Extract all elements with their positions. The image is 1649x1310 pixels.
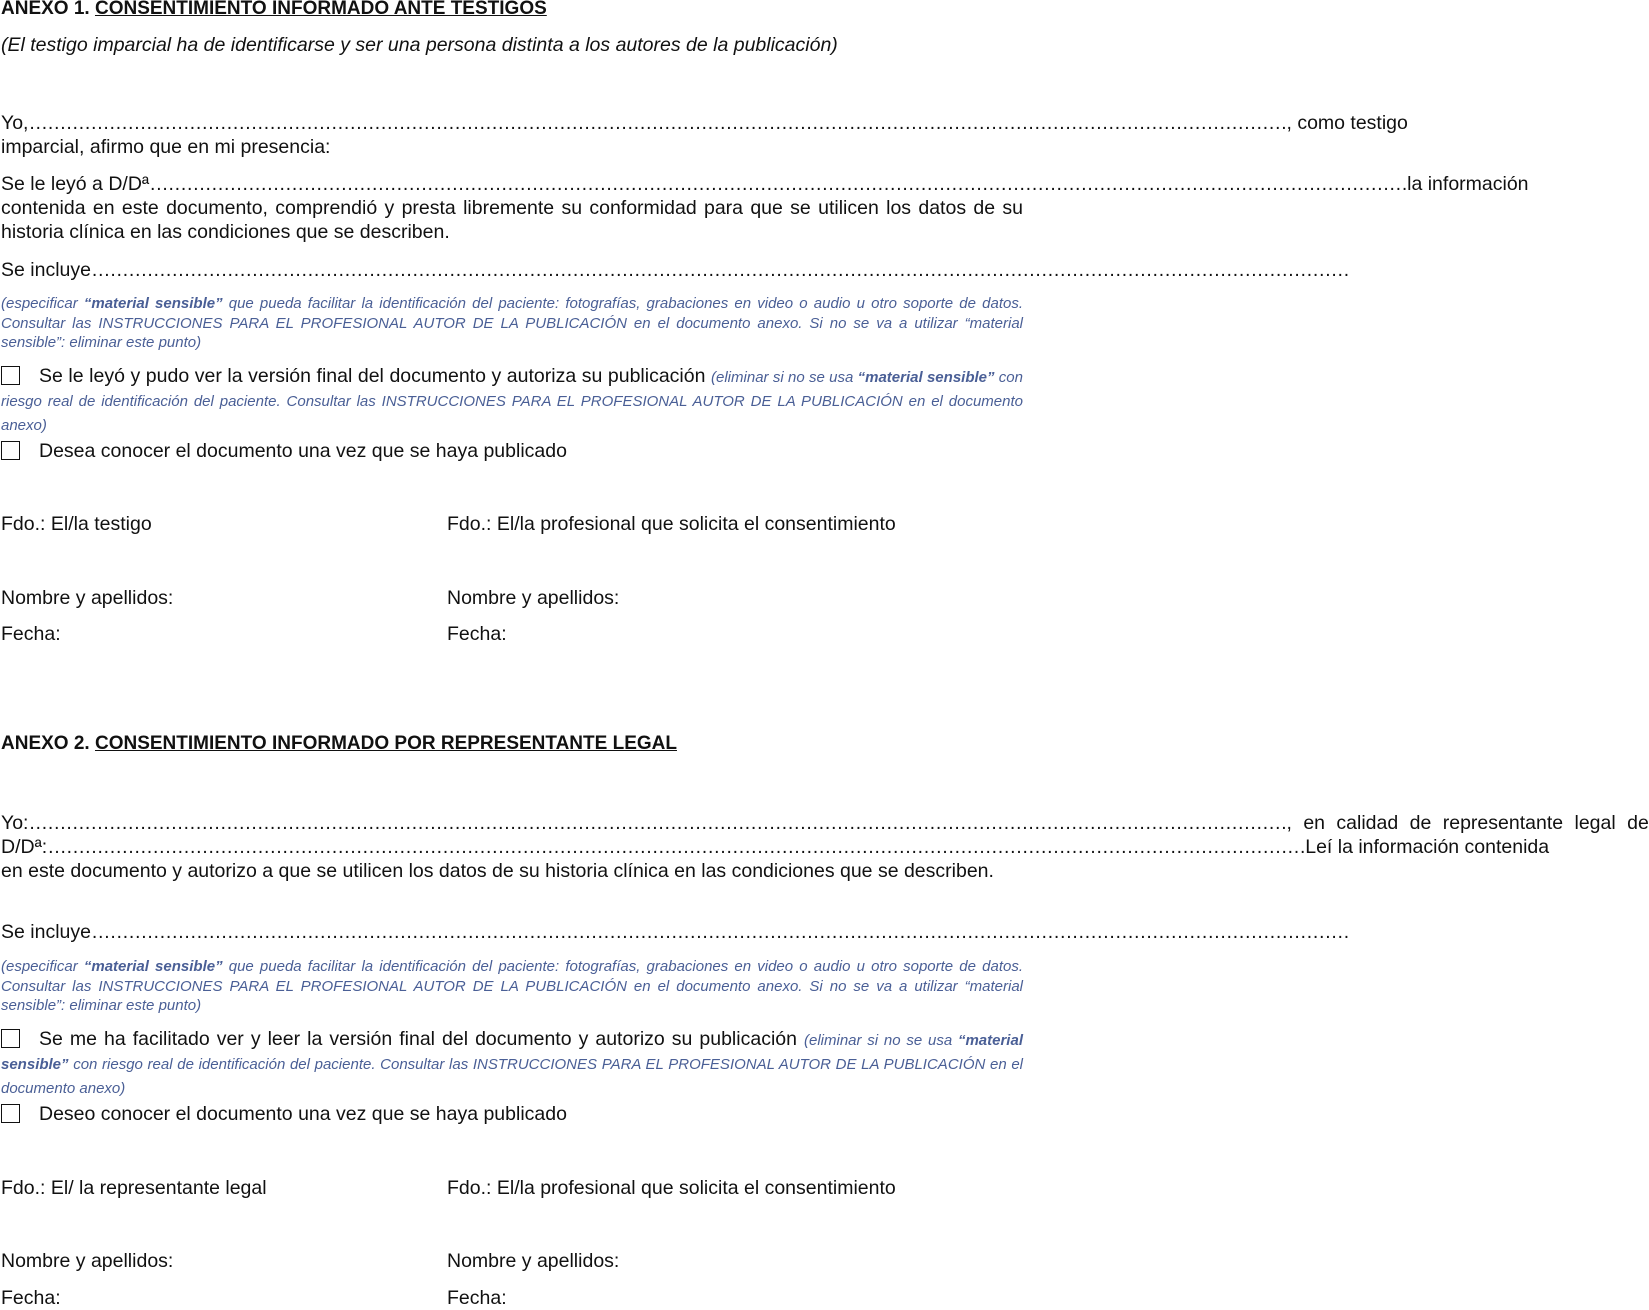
witness-name-field[interactable]: ……………………………………………………………………………………………………………………………………………………………………………………	[28, 112, 1287, 134]
annex2-date-row	[1, 1286, 1023, 1310]
annex2-representative-paragraph	[1, 811, 1649, 883]
annex1-signature-row	[1, 512, 1023, 536]
annex1-read-paragraph	[1, 172, 1529, 244]
note-bold: “material sensible”	[83, 958, 223, 975]
read-prefix: Se le leyó a D/Dª	[1, 173, 150, 195]
d-suffix: Leí la información contenida	[1305, 836, 1550, 858]
note-text: (eliminar si no se usa	[711, 369, 858, 386]
note-bold: “material sensible”	[1, 1032, 1023, 1073]
name-label-right: Nombre y apellidos:	[447, 587, 620, 609]
yo-label: Yo:	[1, 812, 29, 834]
annex1-checkbox-authorize	[1, 364, 1023, 436]
annex1-title-text: CONSENTIMIENTO INFORMADO ANTE TESTIGOS	[94, 0, 547, 19]
annex1-title	[1, 0, 1023, 21]
annex1-witness-paragraph	[1, 111, 1408, 159]
annex1-subtitle: (El testigo imparcial ha de identificarse y ser una persona distinta a los autores de la publicación)	[1, 34, 838, 56]
read-suffix: la información	[1407, 173, 1529, 195]
yo-suffix: , como testigo	[1286, 112, 1408, 134]
name-label-right: Nombre y apellidos:	[447, 1250, 620, 1272]
incluye-label: Se incluye	[1, 921, 91, 943]
know-checkbox[interactable]	[1, 441, 20, 460]
yo-label: Yo,	[1, 112, 29, 134]
d-rest: en este documento y autorizo a que se utilicen los datos de su historia clínica en las condiciones que se describen.	[1, 860, 994, 882]
annex2-note	[1, 957, 1023, 1016]
annex2-checkbox-know	[1, 1102, 1023, 1126]
note-text: con riesgo real de identificación del paciente. Consultar las INSTRUCCIONES PARA EL PROFESIONAL AUTOR DE LA PUBLICACIÓN en el documento anexo)	[1, 369, 1023, 434]
note-text: (eliminar si no se usa	[804, 1032, 958, 1049]
sign-left: Fdo.: El/ la representante legal	[1, 1177, 267, 1199]
note-text: (especificar	[1, 295, 84, 312]
annex1-date-row	[1, 622, 1023, 646]
patient-name-field[interactable]: ……………………………………………………………………………………………………………………………………………………………………………………	[149, 173, 1408, 195]
annex1-checkbox-know	[1, 439, 1023, 463]
annex2-title-text: CONSENTIMIENTO INFORMADO POR REPRESENTANTE LEGAL	[94, 733, 677, 754]
date-label-right: Fecha:	[447, 623, 507, 645]
know-label: Desea conocer el documento una vez que se haya publicado	[39, 440, 567, 462]
date-label-left: Fecha:	[1, 623, 61, 645]
annex2-checkbox-authorize	[1, 1027, 1023, 1099]
read-rest: contenida en este documento, comprendió y presta libremente su conformidad para que se utilicen los datos de su historia clínica en las condiciones que se describen.	[1, 197, 1023, 243]
note-text: (especificar	[1, 958, 84, 975]
date-label-left: Fecha:	[1, 1287, 61, 1309]
name-label-left: Nombre y apellidos:	[1, 1250, 174, 1272]
annex1-title-prefix: ANEXO 1.	[1, 0, 95, 19]
annex2-name-row	[1, 1249, 1023, 1273]
know-label: Deseo conocer el documento una vez que se haya publicado	[39, 1103, 567, 1125]
sign-right: Fdo.: El/la profesional que solicita el consentimiento	[447, 1177, 896, 1199]
sign-right: Fdo.: El/la profesional que solicita el consentimiento	[447, 513, 896, 535]
sign-left: Fdo.: El/la testigo	[1, 513, 152, 535]
annex2-title-prefix: ANEXO 2.	[1, 733, 95, 754]
note-text: con riesgo real de identificación del paciente. Consultar las INSTRUCCIONES PARA EL PROFESIONAL AUTOR DE LA PUBLICACIÓN en el documento anexo)	[1, 1056, 1023, 1097]
authorize-label: Se me ha facilitado ver y leer la versión final del documento y autorizo su publicación	[39, 1028, 804, 1050]
incluye-field[interactable]: ……………………………………………………………………………………………………………………………………………………………………………………	[90, 921, 1349, 943]
d-label: D/Dª:	[1, 836, 48, 858]
note-bold: “material sensible”	[857, 369, 995, 386]
annex1-name-row	[1, 586, 1023, 610]
annex2-signature-row	[1, 1176, 1023, 1200]
annex1-note	[1, 294, 1023, 353]
patient-name-field[interactable]: ……………………………………………………………………………………………………………………………………………………………………………………	[47, 836, 1306, 858]
incluye-field[interactable]: ……………………………………………………………………………………………………………………………………………………………………………………	[90, 259, 1349, 281]
date-label-right: Fecha:	[447, 1287, 507, 1309]
authorize-checkbox[interactable]	[1, 366, 20, 385]
yo-line2: imparcial, afirmo que en mi presencia:	[1, 136, 331, 158]
authorize-checkbox[interactable]	[1, 1029, 20, 1048]
annex2-incluye	[1, 920, 1349, 944]
note-text: que pueda facilitar la identificación del paciente: fotografías, grabaciones en video o audio u otro soporte de datos. Consultar las INSTRUCCIONES PARA EL PROFESIONAL AUTOR DE LA PUBLICACIÓN en el documento anexo. Si no se va a utilizar “material sensible”: eliminar este punto)	[1, 295, 1024, 351]
name-label-left: Nombre y apellidos:	[1, 587, 174, 609]
authorize-label: Se le leyó y pudo ver la versión final del documento y autoriza su publicación	[39, 365, 712, 387]
representative-name-field[interactable]: ……………………………………………………………………………………………………………………………………………………………………………………	[28, 812, 1287, 834]
annex1-incluye	[1, 258, 1349, 282]
know-checkbox[interactable]	[1, 1104, 20, 1123]
incluye-label: Se incluye	[1, 259, 91, 281]
yo-suffix: , en calidad de representante legal de	[1286, 812, 1649, 834]
note-text: que pueda facilitar la identificación del paciente: fotografías, grabaciones en video o audio u otro soporte de datos. Consultar las INSTRUCCIONES PARA EL PROFESIONAL AUTOR DE LA PUBLICACIÓN en el documento anexo. Si no se va a utilizar “material sensible”: eliminar este punto)	[1, 958, 1024, 1014]
annex2-title	[1, 732, 1023, 756]
note-bold: “material sensible”	[83, 295, 223, 312]
